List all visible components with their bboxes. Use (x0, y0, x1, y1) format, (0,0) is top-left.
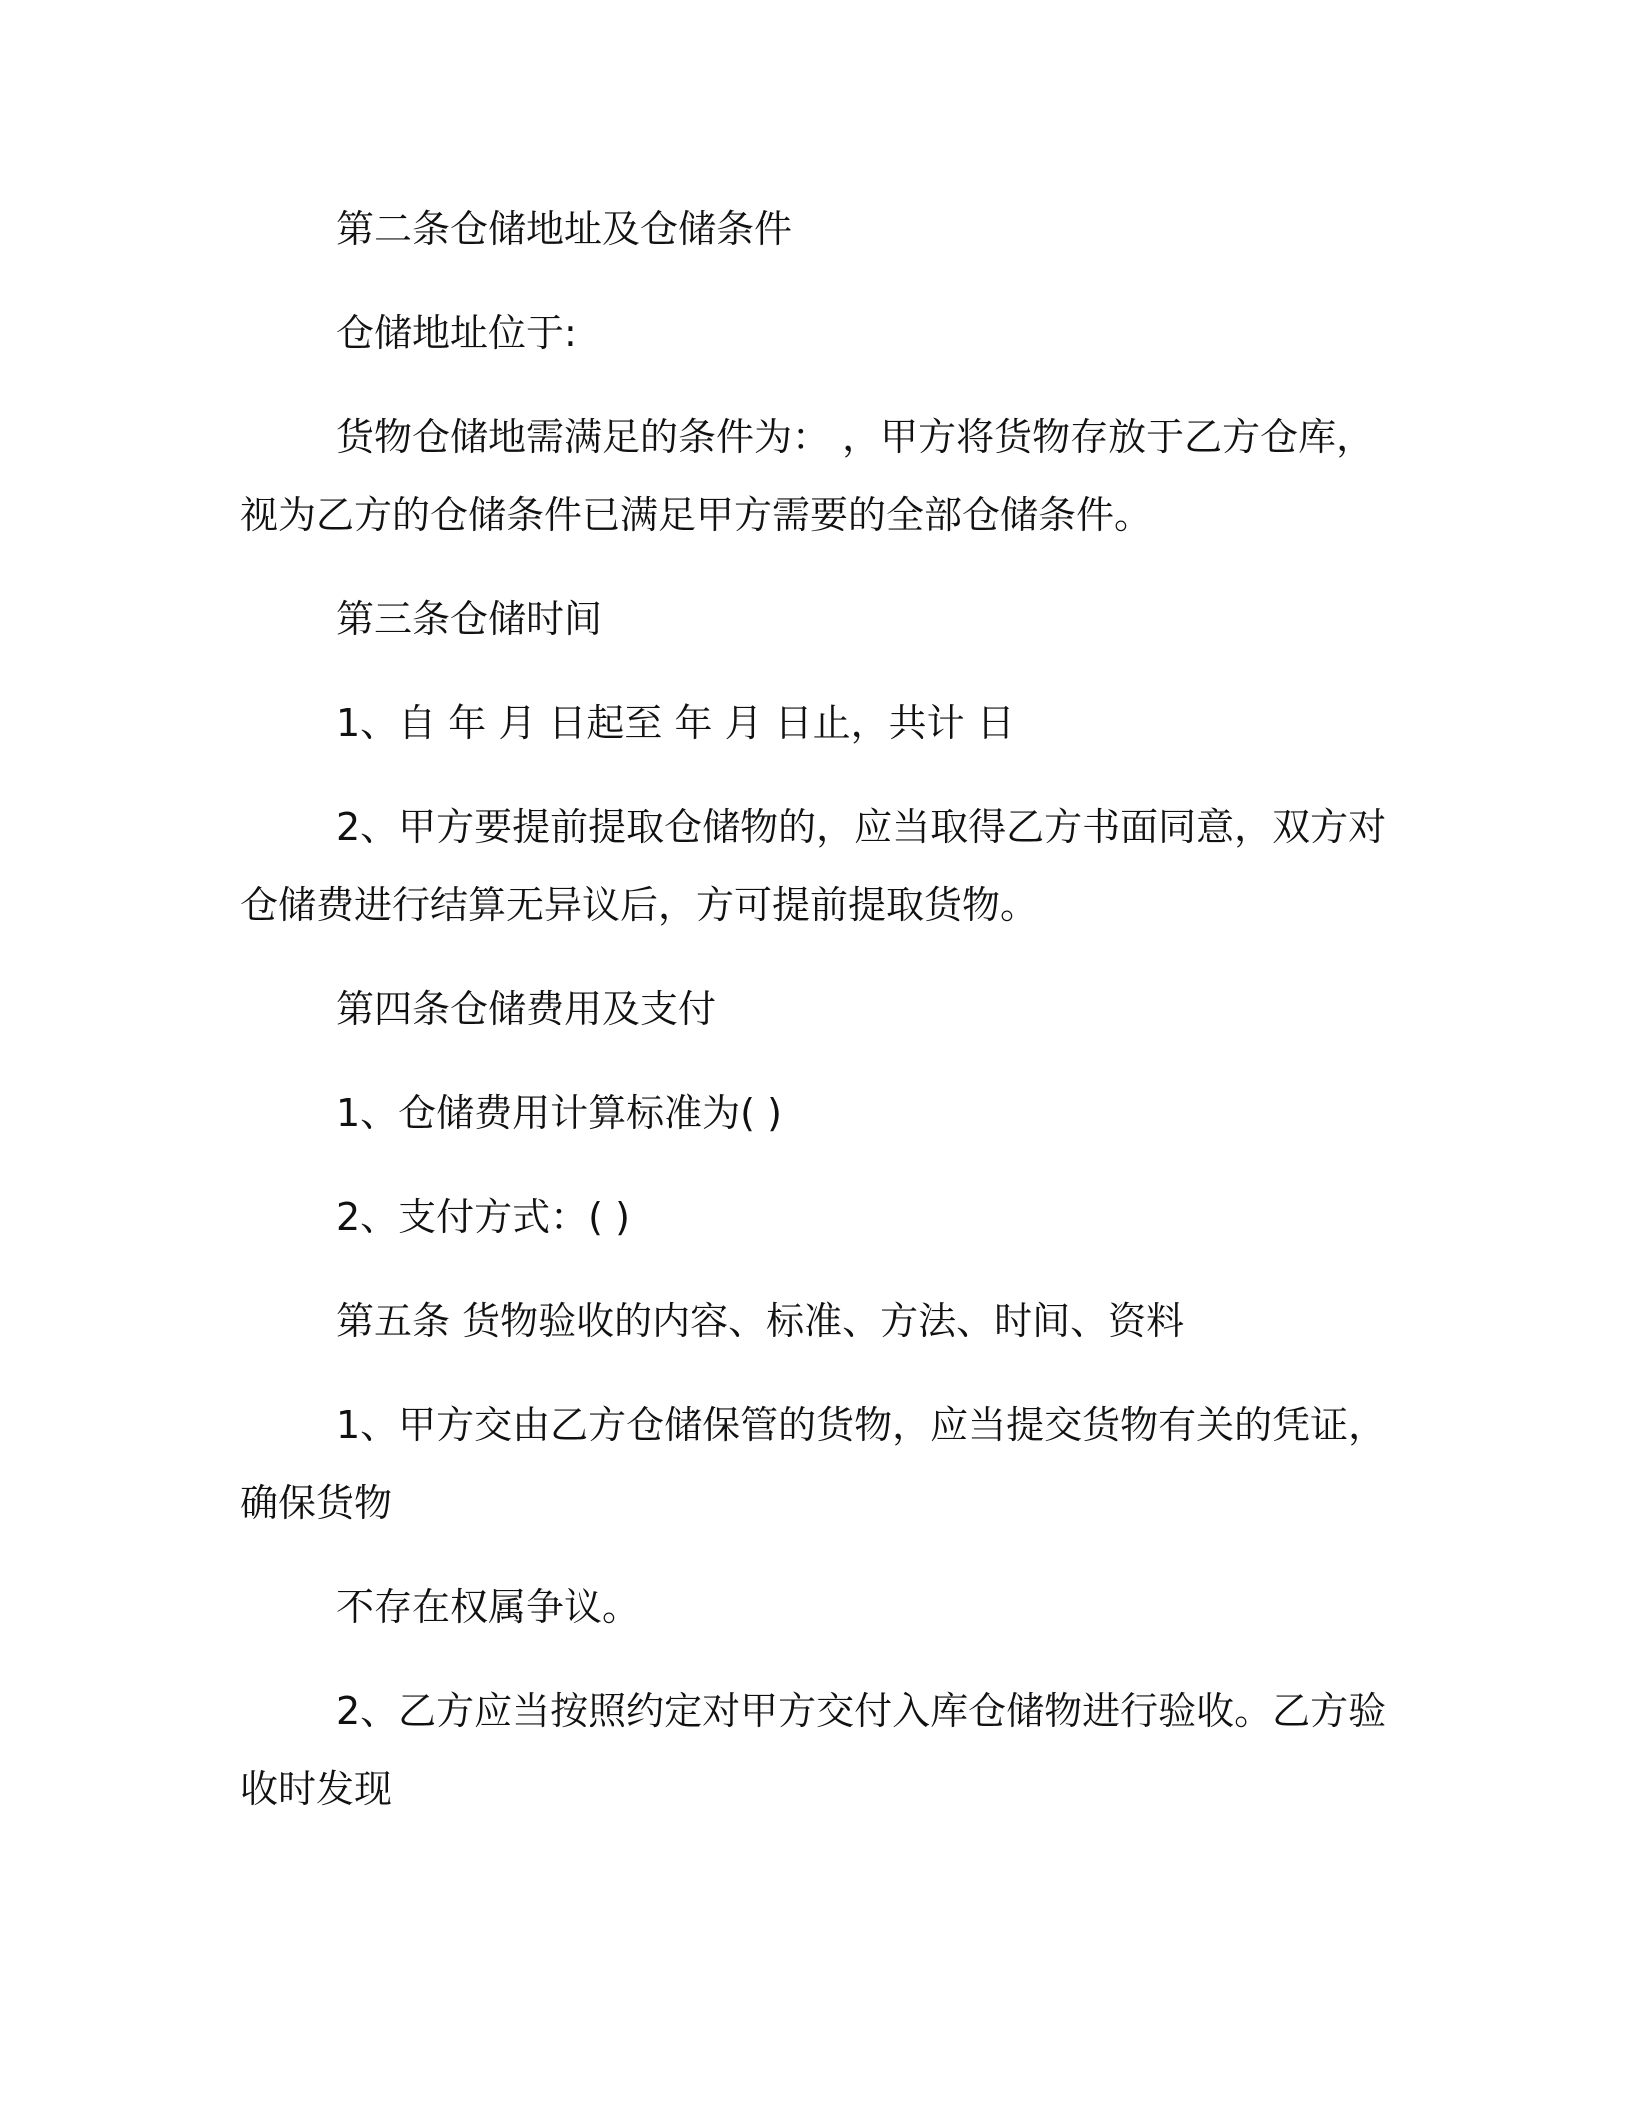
document-body (240, 190, 1390, 1854)
storage-period-item-1: 1、自 年 月 日起至 年 月 日止，共计 日 (336, 701, 1015, 745)
article-2-heading: 第二条仓储地址及仓储条件 (336, 207, 793, 251)
inspection-item-2: 2、乙方应当按照约定对甲方交付入库仓储物进行验收。乙方验收时发现 (240, 1689, 1387, 1811)
storage-conditions-paragraph: 货物仓储地需满足的条件为： ，甲方将货物存放于乙方仓库，视为乙方的仓储条件已满足甲方需要的全部仓储条件。 (240, 415, 1375, 537)
inspection-item-1-continued: 不存在权属争议。 (336, 1585, 641, 1629)
fee-item-1: 1、仓储费用计算标准为( ) (336, 1091, 782, 1135)
storage-address-line: 仓储地址位于: (336, 311, 577, 355)
article-5-heading: 第五条 货物验收的内容、标准、方法、时间、资料 (336, 1299, 1185, 1343)
article-3-heading: 第三条仓储时间 (336, 597, 603, 641)
storage-period-item-2: 2、甲方要提前提取仓储物的，应当取得乙方书面同意，双方对仓储费进行结算无异议后，方可提前提取货物。 (240, 805, 1387, 927)
inspection-item-1: 1、甲方交由乙方仓储保管的货物，应当提交货物有关的凭证，确保货物 (240, 1403, 1387, 1525)
article-4-heading: 第四条仓储费用及支付 (336, 987, 717, 1031)
fee-item-2: 2、支付方式：( ) (336, 1195, 630, 1239)
